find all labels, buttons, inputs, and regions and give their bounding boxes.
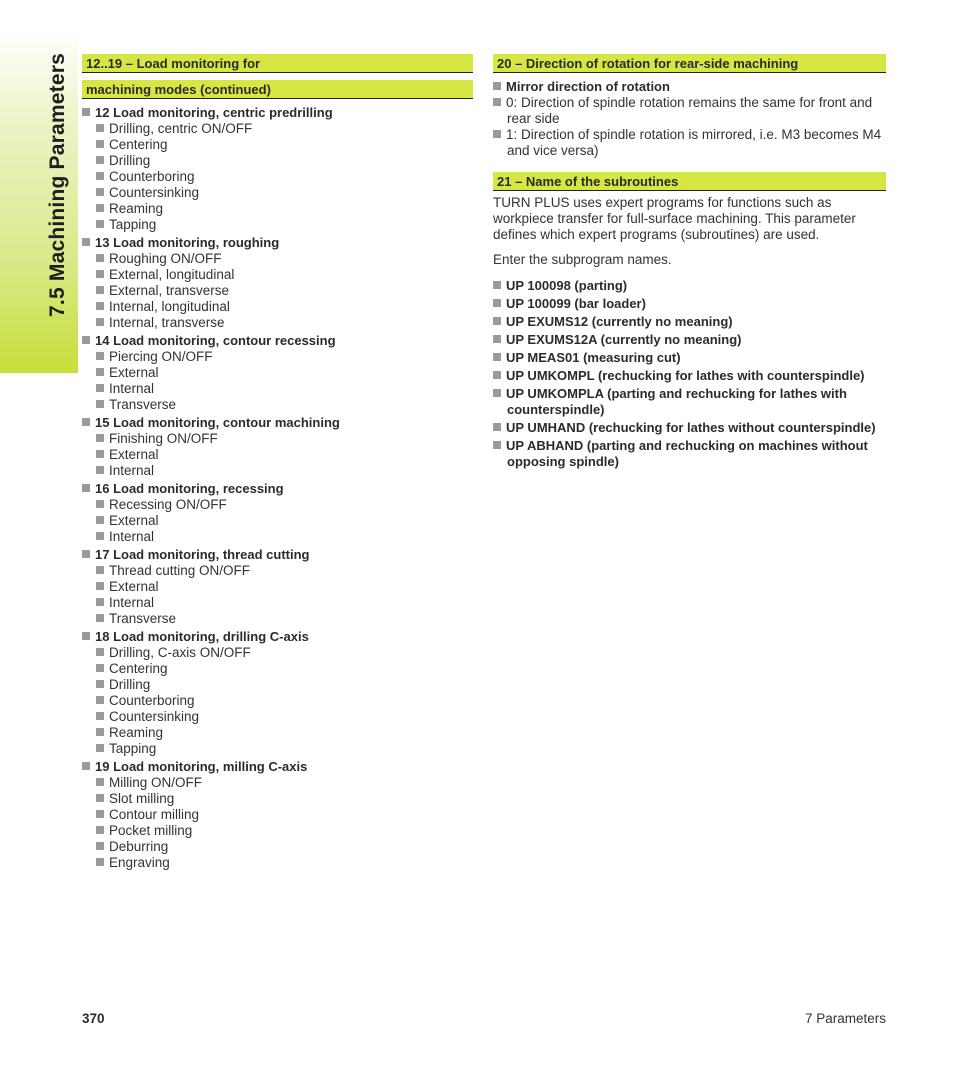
bullet-square-icon [96, 842, 104, 850]
list-item: Countersinking [82, 709, 473, 725]
list-item: UP 100098 (parting) [493, 278, 886, 294]
list-item: Counterboring [82, 169, 473, 185]
bullet-square-icon [96, 270, 104, 278]
chapter-label: 7 Parameters [804, 1011, 886, 1026]
bullet-square-icon [96, 826, 104, 834]
bullet-square-icon [493, 353, 501, 361]
bullet-square-icon [96, 680, 104, 688]
list-item: Deburring [82, 839, 473, 855]
group-title: 19 Load monitoring, milling C-axis [95, 759, 308, 774]
section-header-12-19-line1: 12..19 – Load monitoring for [82, 54, 473, 73]
bullet-square-icon [96, 744, 104, 752]
list-item: UP ABHAND (parting and rechucking on machines without opposing spindle) [493, 438, 886, 470]
list-item: Internal [82, 529, 473, 545]
bullet-square-icon [96, 500, 104, 508]
bullet-square-icon [493, 317, 501, 325]
bullet-square-icon [82, 238, 90, 246]
bullet-square-icon [96, 124, 104, 132]
list-item: Internal, transverse [82, 315, 473, 331]
list-item: Engraving [82, 855, 473, 871]
list-item: Reaming [82, 725, 473, 741]
group-title: 13 Load monitoring, roughing [95, 235, 280, 250]
bullet-square-icon [96, 614, 104, 622]
list-item: External, longitudinal [82, 267, 473, 283]
list-item: Tapping [82, 217, 473, 233]
bullet-square-icon [96, 516, 104, 524]
bullet-square-icon [82, 762, 90, 770]
list-item: Transverse [82, 397, 473, 413]
bullet-square-icon [96, 140, 104, 148]
bullet-square-icon [96, 712, 104, 720]
bullet-square-icon [96, 532, 104, 540]
list-item: Tapping [82, 741, 473, 757]
bullet-square-icon [493, 299, 501, 307]
list-item: Roughing ON/OFF [82, 251, 473, 267]
list-item: Internal [82, 463, 473, 479]
group-title: 17 Load monitoring, thread cutting [95, 547, 310, 562]
list-item: Drilling, centric ON/OFF [82, 121, 473, 137]
option-1: 1: Direction of spindle rotation is mirrored, i.e. M3 becomes M4 and vice versa) [493, 127, 886, 159]
section-21-instruction: Enter the subprogram names. [493, 252, 672, 267]
bullet-square-icon [96, 794, 104, 802]
bullet-square-icon [96, 810, 104, 818]
bullet-square-icon [96, 254, 104, 262]
list-item: Reaming [82, 201, 473, 217]
list-item: Drilling [82, 677, 473, 693]
bullet-square-icon [493, 371, 501, 379]
bullet-square-icon [96, 368, 104, 376]
list-item: Transverse [82, 611, 473, 627]
bullet-square-icon [96, 728, 104, 736]
bullet-square-icon [493, 335, 501, 343]
bullet-square-icon [82, 336, 90, 344]
list-item: UP EXUMS12A (currently no meaning) [493, 332, 886, 348]
bullet-square-icon [96, 172, 104, 180]
bullet-square-icon [96, 434, 104, 442]
bullet-square-icon [96, 400, 104, 408]
bullet-square-icon [96, 648, 104, 656]
list-item: Slot milling [82, 791, 473, 807]
chapter-side-tab [0, 0, 78, 373]
group-title: 14 Load monitoring, contour recessing [95, 333, 336, 348]
list-item: UP EXUMS12 (currently no meaning) [493, 314, 886, 330]
list-item: UP UMHAND (rechucking for lathes without counterspindle) [493, 420, 886, 436]
page-number: 370 [82, 1011, 105, 1026]
chapter-side-title: 7.5 Machining Parameters [46, 53, 69, 317]
bullet-square-icon [82, 108, 90, 116]
section-header-12-19-line2: machining modes (continued) [82, 80, 473, 99]
bullet-square-icon [96, 286, 104, 294]
list-item: Drilling, C-axis ON/OFF [82, 645, 473, 661]
list-item: External [82, 513, 473, 529]
group-title: 15 Load monitoring, contour machining [95, 415, 340, 430]
list-item: Pocket milling [82, 823, 473, 839]
bullet-square-icon [82, 632, 90, 640]
bullet-square-icon [96, 318, 104, 326]
list-item: Internal, longitudinal [82, 299, 473, 315]
right-column [493, 54, 886, 470]
left-column [82, 54, 473, 871]
bullet-square-icon [96, 566, 104, 574]
list-item: Thread cutting ON/OFF [82, 563, 473, 579]
bullet-square-icon [96, 664, 104, 672]
param-group-14 [82, 333, 473, 413]
section-header-21: 21 – Name of the subroutines [493, 172, 886, 191]
list-item: Recessing ON/OFF [82, 497, 473, 513]
param-group-16 [82, 481, 473, 545]
list-item: Centering [82, 661, 473, 677]
bullet-square-icon [493, 130, 501, 138]
param-group-13 [82, 235, 473, 331]
bullet-square-icon [96, 778, 104, 786]
list-item: Centering [82, 137, 473, 153]
param-group-18 [82, 629, 473, 757]
param-group-17 [82, 547, 473, 627]
option-0: 0: Direction of spindle rotation remains the same for front and rear side [493, 95, 886, 127]
list-item: Countersinking [82, 185, 473, 201]
list-item: UP UMKOMPL (rechucking for lathes with counterspindle) [493, 368, 886, 384]
list-item: Milling ON/OFF [82, 775, 473, 791]
list-item: External [82, 447, 473, 463]
bullet-square-icon [493, 98, 501, 106]
list-item: External [82, 365, 473, 381]
param-group-19 [82, 759, 473, 871]
list-item: Finishing ON/OFF [82, 431, 473, 447]
bullet-square-icon [96, 302, 104, 310]
bullet-square-icon [96, 188, 104, 196]
bullet-square-icon [96, 384, 104, 392]
group-title: 18 Load monitoring, drilling C-axis [95, 629, 309, 644]
group-title: 16 Load monitoring, recessing [95, 481, 284, 496]
bullet-square-icon [82, 418, 90, 426]
list-item: Piercing ON/OFF [82, 349, 473, 365]
bullet-square-icon [96, 220, 104, 228]
bullet-square-icon [96, 156, 104, 164]
list-item: UP MEAS01 (measuring cut) [493, 350, 886, 366]
bullet-square-icon [96, 696, 104, 704]
bullet-square-icon [493, 423, 501, 431]
bullet-square-icon [493, 281, 501, 289]
list-item: External [82, 579, 473, 595]
list-item: Internal [82, 381, 473, 397]
list-item: External, transverse [82, 283, 473, 299]
list-item: Contour milling [82, 807, 473, 823]
bullet-square-icon [82, 484, 90, 492]
section-header-20: 20 – Direction of rotation for rear-side machining [493, 54, 886, 73]
mirror-direction-title: Mirror direction of rotation [493, 79, 886, 95]
list-item: Drilling [82, 153, 473, 169]
bullet-square-icon [493, 389, 501, 397]
bullet-square-icon [96, 204, 104, 212]
bullet-square-icon [96, 858, 104, 866]
bullet-square-icon [96, 582, 104, 590]
bullet-square-icon [96, 450, 104, 458]
bullet-square-icon [493, 82, 501, 90]
bullet-square-icon [96, 466, 104, 474]
list-item: Internal [82, 595, 473, 611]
bullet-square-icon [96, 598, 104, 606]
list-item: UP UMKOMPLA (parting and rechucking for lathes with counterspindle) [493, 386, 886, 418]
bullet-square-icon [82, 550, 90, 558]
list-item: UP 100099 (bar loader) [493, 296, 886, 312]
bullet-square-icon [96, 352, 104, 360]
group-title: 12 Load monitoring, centric predrilling [95, 105, 333, 120]
list-item: Counterboring [82, 693, 473, 709]
bullet-square-icon [493, 441, 501, 449]
param-group-12 [82, 105, 473, 233]
section-21-intro: TURN PLUS uses expert programs for functions such as workpiece transfer for full-surface machining. This parameter defines which expert programs (subroutines) are used. [493, 195, 856, 242]
param-group-15 [82, 415, 473, 479]
